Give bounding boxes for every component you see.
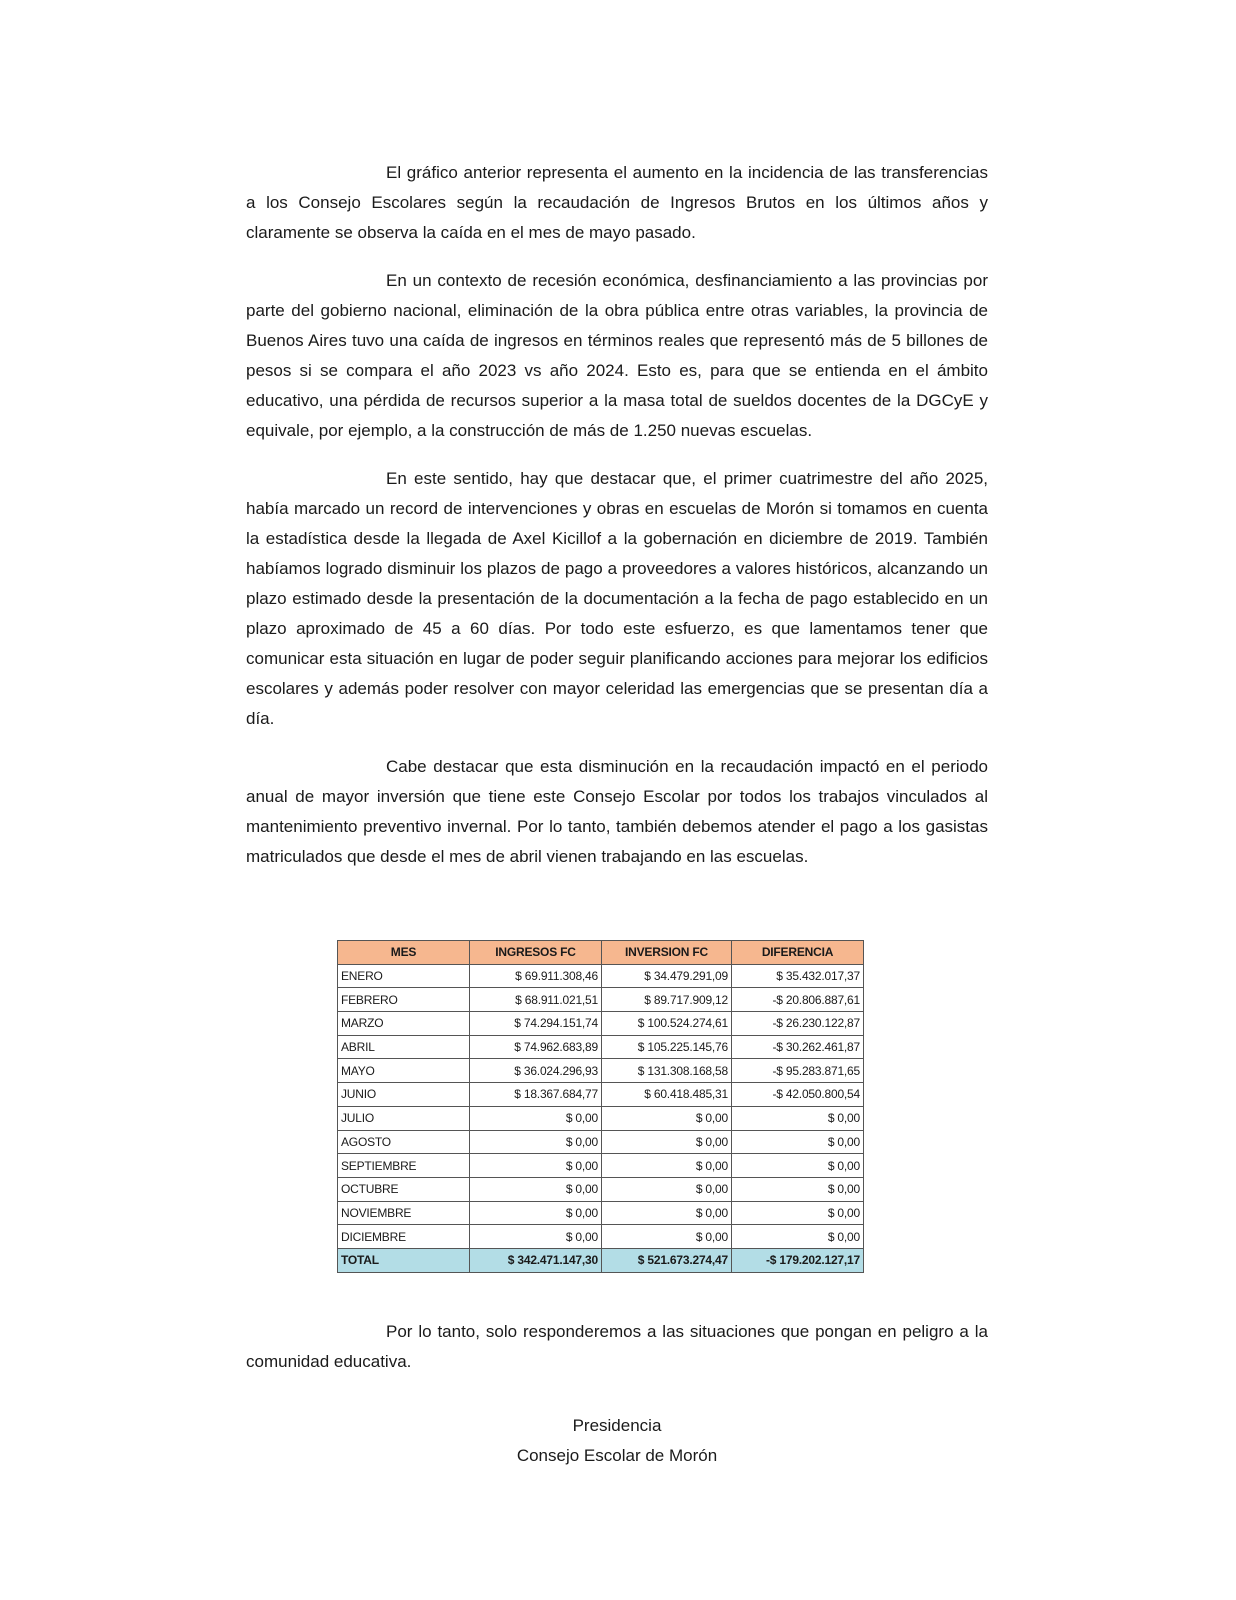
cell-diferencia: $ 35.432.017,37 bbox=[732, 964, 864, 988]
cell-inversion: $ 60.418.485,31 bbox=[602, 1083, 732, 1107]
header-ingresos: INGRESOS FC bbox=[470, 941, 602, 965]
cell-diferencia: $ 0,00 bbox=[732, 1154, 864, 1178]
cell-diferencia: -$ 20.806.887,61 bbox=[732, 988, 864, 1012]
cell-ingresos: $ 69.911.308,46 bbox=[470, 964, 602, 988]
paragraph-2: En un contexto de recesión económica, desfinanciamiento a las provincias por parte del gobierno nacional, eliminación de la obra pública entre otras variables, la provincia de Buenos Aires tuvo una caída de ingresos en términos reales que representó más de 5 billones de pesos si se compara el año 2023 vs año 2024. Esto es, para que se entienda en el ámbito educativo, una pérdida de recursos superior a la masa total de sueldos docentes de la DGCyE y equivale, por ejemplo, a la construcción de más de 1.250 nuevas escuelas. bbox=[246, 271, 988, 440]
table-row bbox=[338, 1035, 864, 1059]
cell-inversion: $ 521.673.274,47 bbox=[602, 1248, 732, 1272]
cell-inversion: $ 0,00 bbox=[602, 1201, 732, 1225]
signature-organization: Consejo Escolar de Morón bbox=[516, 1446, 718, 1465]
cell-diferencia: $ 0,00 bbox=[732, 1201, 864, 1225]
cell-ingresos: $ 74.962.683,89 bbox=[470, 1035, 602, 1059]
cell-mes: AGOSTO bbox=[338, 1130, 470, 1154]
cell-mes: MAYO bbox=[338, 1059, 470, 1083]
paragraph-1: El gráfico anterior representa el aumento en la incidencia de las transferencias a los Consejo Escolares según la recaudación de Ingresos Brutos en los últimos años y claramente se observa la caída en el mes de mayo pasado. bbox=[246, 163, 988, 242]
header-mes: MES bbox=[338, 941, 470, 965]
table-row bbox=[338, 988, 864, 1012]
cell-diferencia: -$ 42.050.800,54 bbox=[732, 1083, 864, 1107]
cell-mes: DICIEMBRE bbox=[338, 1225, 470, 1249]
cell-diferencia: -$ 30.262.461,87 bbox=[732, 1035, 864, 1059]
cell-mes: JUNIO bbox=[338, 1083, 470, 1107]
table-total-row bbox=[338, 1248, 864, 1272]
cell-diferencia: $ 0,00 bbox=[732, 1106, 864, 1130]
cell-mes: ABRIL bbox=[338, 1035, 470, 1059]
cell-inversion: $ 105.225.145,76 bbox=[602, 1035, 732, 1059]
table-row bbox=[338, 1083, 864, 1107]
cell-ingresos: $ 342.471.147,30 bbox=[470, 1248, 602, 1272]
cell-ingresos: $ 74.294.151,74 bbox=[470, 1012, 602, 1036]
cell-diferencia: -$ 26.230.122,87 bbox=[732, 1012, 864, 1036]
cell-diferencia: -$ 179.202.127,17 bbox=[732, 1248, 864, 1272]
signature-title: Presidencia bbox=[572, 1416, 662, 1435]
cell-ingresos: $ 68.911.021,51 bbox=[470, 988, 602, 1012]
cell-inversion: $ 131.308.168,58 bbox=[602, 1059, 732, 1083]
cell-ingresos: $ 0,00 bbox=[470, 1225, 602, 1249]
cell-inversion: $ 0,00 bbox=[602, 1154, 732, 1178]
cell-ingresos: $ 0,00 bbox=[470, 1106, 602, 1130]
table-row bbox=[338, 1130, 864, 1154]
table-row bbox=[338, 1059, 864, 1083]
paragraph-3: En este sentido, hay que destacar que, el primer cuatrimestre del año 2025, había marcado un record de intervenciones y obras en escuelas de Morón si tomamos en cuenta la estadística desde la llegada de Axel Kicillof a la gobernación en diciembre de 2019. También habíamos logrado disminuir los plazos de pago a proveedores a valores históricos, alcanzando un plazo estimado desde la presentación de la documentación a la fecha de pago establecido en un plazo aproximado de 45 a 60 días. Por todo este esfuerzo, es que lamentamos tener que comunicar esta situación en lugar de poder seguir planificando acciones para mejorar los edificios escolares y además poder resolver con mayor celeridad las emergencias que se presentan día a día. bbox=[246, 469, 988, 728]
cell-inversion: $ 100.524.274,61 bbox=[602, 1012, 732, 1036]
cell-inversion: $ 0,00 bbox=[602, 1225, 732, 1249]
cell-ingresos: $ 0,00 bbox=[470, 1177, 602, 1201]
paragraph-4: Cabe destacar que esta disminución en la recaudación impactó en el periodo anual de mayor inversión que tiene este Consejo Escolar por todos los trabajos vinculados al mantenimiento preventivo invernal. Por lo tanto, también debemos atender el pago a los gasistas matriculados que desde el mes de abril vienen trabajando en las escuelas. bbox=[246, 757, 988, 866]
table-row bbox=[338, 1106, 864, 1130]
table-row bbox=[338, 1154, 864, 1178]
cell-ingresos: $ 18.367.684,77 bbox=[470, 1083, 602, 1107]
body-text bbox=[246, 158, 988, 890]
table-body bbox=[338, 964, 864, 1272]
table-header-row bbox=[338, 941, 864, 965]
table-row bbox=[338, 964, 864, 988]
cell-inversion: $ 0,00 bbox=[602, 1177, 732, 1201]
table-row bbox=[338, 1225, 864, 1249]
cell-mes: JULIO bbox=[338, 1106, 470, 1130]
funding-table bbox=[337, 940, 864, 1273]
cell-mes: MARZO bbox=[338, 1012, 470, 1036]
cell-diferencia: $ 0,00 bbox=[732, 1130, 864, 1154]
cell-inversion: $ 89.717.909,12 bbox=[602, 988, 732, 1012]
cell-diferencia: $ 0,00 bbox=[732, 1225, 864, 1249]
cell-mes: TOTAL bbox=[338, 1248, 470, 1272]
cell-ingresos: $ 0,00 bbox=[470, 1130, 602, 1154]
closing-paragraph: Por lo tanto, solo responderemos a las situaciones que pongan en peligro a la comunidad educativa. bbox=[246, 1322, 988, 1371]
cell-ingresos: $ 0,00 bbox=[470, 1154, 602, 1178]
cell-mes: OCTUBRE bbox=[338, 1177, 470, 1201]
signature-block bbox=[246, 1411, 988, 1471]
cell-mes: NOVIEMBRE bbox=[338, 1201, 470, 1225]
cell-mes: ENERO bbox=[338, 964, 470, 988]
cell-mes: SEPTIEMBRE bbox=[338, 1154, 470, 1178]
cell-mes: FEBRERO bbox=[338, 988, 470, 1012]
cell-ingresos: $ 36.024.296,93 bbox=[470, 1059, 602, 1083]
closing-text bbox=[246, 1317, 988, 1395]
fc-table bbox=[337, 940, 864, 1273]
table-row bbox=[338, 1201, 864, 1225]
cell-inversion: $ 0,00 bbox=[602, 1106, 732, 1130]
header-inversion: INVERSION FC bbox=[602, 941, 732, 965]
table-row bbox=[338, 1177, 864, 1201]
cell-diferencia: -$ 95.283.871,65 bbox=[732, 1059, 864, 1083]
cell-inversion: $ 34.479.291,09 bbox=[602, 964, 732, 988]
header-diferencia: DIFERENCIA bbox=[732, 941, 864, 965]
cell-inversion: $ 0,00 bbox=[602, 1130, 732, 1154]
cell-ingresos: $ 0,00 bbox=[470, 1201, 602, 1225]
table-row bbox=[338, 1012, 864, 1036]
cell-diferencia: $ 0,00 bbox=[732, 1177, 864, 1201]
